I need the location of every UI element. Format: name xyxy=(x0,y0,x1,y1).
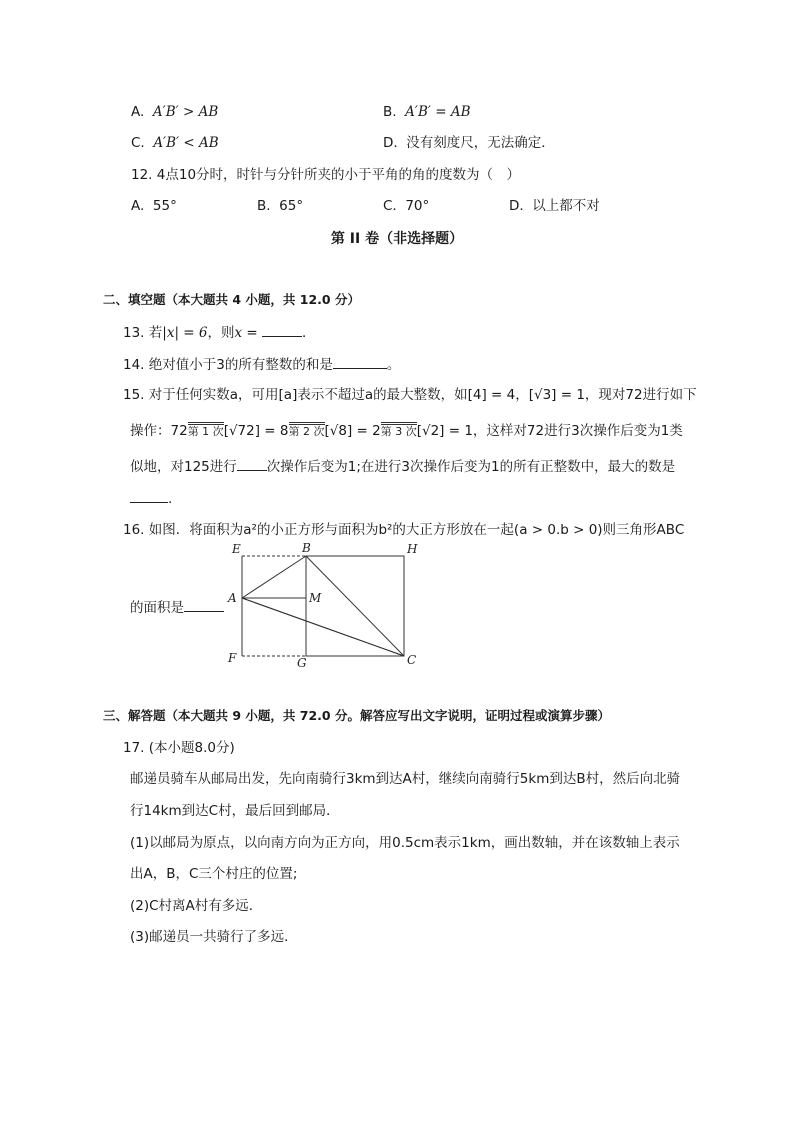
label-g: G xyxy=(297,656,307,670)
q16-answer-blank[interactable] xyxy=(184,597,224,612)
q15-step2-arrow xyxy=(289,422,325,438)
q13-end: ． xyxy=(302,325,316,341)
label-h: H xyxy=(407,542,418,556)
option-label: A. xyxy=(131,104,145,120)
label-a: A xyxy=(228,591,237,605)
q15-step3-result: [√2] = 1，这样对72进行3次操作后变为1类 xyxy=(416,423,683,439)
option-label: C. xyxy=(131,135,145,151)
q12-option-a xyxy=(131,196,177,216)
q15-line3 xyxy=(130,456,675,477)
segment-ab xyxy=(242,556,306,598)
q17-p2: 行14km到达C村，最后回到邮局． xyxy=(130,803,340,819)
q16-line2 xyxy=(130,597,224,618)
q15-step1-arrow xyxy=(188,422,224,438)
segment-bc xyxy=(306,556,404,656)
q15-step2-label: 第 2 次 xyxy=(288,425,325,438)
option-text: 没有刻度尺，无法确定． xyxy=(406,135,555,151)
part2-title: 第 II 卷（非选择题） xyxy=(330,231,464,247)
q14 xyxy=(123,354,400,375)
q16-line1: 16. 如图．将面积为a²的小正方形与面积为b²的大正方形放在一起(a > 0.b > 0)则三角形ABC xyxy=(123,522,685,538)
option-label: C. xyxy=(383,198,397,214)
q17-head: 17. (本小题8.0分) xyxy=(123,740,235,756)
q12-option-c xyxy=(383,196,429,216)
q15-step1-result: [√72] = 8 xyxy=(223,423,289,439)
option-text: 70° xyxy=(405,198,430,214)
q13-prefix: 若 xyxy=(148,325,163,341)
q13-math: |x| = 6 xyxy=(162,325,208,341)
section3-heading: 三、解答题（本大题共 9 小题，共 72.0 分。解答应写出文字说明，证明过程或演算步骤） xyxy=(103,708,610,723)
q16-figure xyxy=(226,540,426,670)
q15-answer-blank-1[interactable] xyxy=(237,456,267,471)
option-text: 以上都不对 xyxy=(532,198,600,214)
option-label: B. xyxy=(257,198,271,214)
q15-line3-pre: 似地，对125进行 xyxy=(130,459,237,475)
q15-line4 xyxy=(130,488,172,509)
option-text: A′B′ = AB xyxy=(405,104,471,120)
q14-end: 。 xyxy=(386,357,401,373)
q15-answer-blank-2[interactable] xyxy=(130,488,168,503)
q15-step1-label: 第 1 次 xyxy=(187,425,224,438)
label-m: M xyxy=(309,591,322,605)
q13-eq: = xyxy=(242,325,263,341)
q13-answer-blank[interactable] xyxy=(262,322,302,337)
q11-option-c xyxy=(131,133,219,153)
q17-p1: 邮递员骑车从邮局出发，先向南骑行3km到达A村，继续向南骑行5km到达B村，然后向北骑 xyxy=(130,771,681,787)
q17-sub1b: 出A，B，C三个村庄的位置; xyxy=(130,866,298,882)
option-text: 55° xyxy=(152,198,177,214)
q12-option-b xyxy=(257,196,303,216)
option-text: A′B′ > AB xyxy=(152,104,219,120)
q14-answer-blank[interactable] xyxy=(333,354,387,369)
q15-line2 xyxy=(130,421,683,441)
option-label: B. xyxy=(383,104,397,120)
section2-heading: 二、填空题（本大题共 4 小题，共 12.0 分） xyxy=(103,292,360,307)
label-f: F xyxy=(228,651,237,665)
q17-sub3: (3)邮递员一共骑行了多远． xyxy=(130,929,298,945)
q11-option-b xyxy=(383,102,471,122)
option-label: D. xyxy=(383,135,398,151)
q15-line4-end: . xyxy=(168,491,173,507)
q15-line1: 15. 对于任何实数a，可用[a]表示不超过a的最大整数，如[4] = 4，[√3] = 1，现对72进行如下 xyxy=(123,387,697,403)
option-text: A′B′ < AB xyxy=(153,135,219,151)
q13-number: 13. xyxy=(123,325,145,341)
option-text: 65° xyxy=(279,198,304,214)
q14-text: 14. 绝对值小于3的所有整数的和是 xyxy=(123,357,333,373)
q16-text: 的面积是 xyxy=(130,600,184,616)
label-b: B xyxy=(302,541,311,555)
q17-sub1a: (1)以邮局为原点，以向南方向为正方向，用0.5cm表示1km，画出数轴，并在该数轴上表示 xyxy=(130,835,680,851)
q15-line3-post: 次操作后变为1;在进行3次操作后变为1的所有正整数中，最大的数是 xyxy=(266,459,676,475)
q15-step3-arrow xyxy=(381,422,417,438)
q12-stem: 12. 4点10分时，时针与分针所夹的小于平角的角的度数为（ ） xyxy=(131,167,521,183)
q11-option-a xyxy=(131,102,218,122)
q12-option-d xyxy=(509,196,600,216)
q15-pre: 操作：72 xyxy=(130,423,188,439)
label-e: E xyxy=(232,542,241,556)
q13-var: x xyxy=(234,325,243,341)
segment-ac-dup xyxy=(242,598,404,656)
q11-option-d xyxy=(383,133,555,153)
q17-sub2: (2)C村离A村有多远． xyxy=(130,898,263,914)
q15-step2-result: [√8] = 2 xyxy=(324,423,381,439)
option-label: A. xyxy=(131,198,145,214)
q13 xyxy=(123,322,316,343)
q15-step3-label: 第 3 次 xyxy=(380,425,417,438)
q13-mid: ，则 xyxy=(207,325,235,341)
label-c: C xyxy=(407,653,417,667)
option-label: D. xyxy=(509,198,524,214)
